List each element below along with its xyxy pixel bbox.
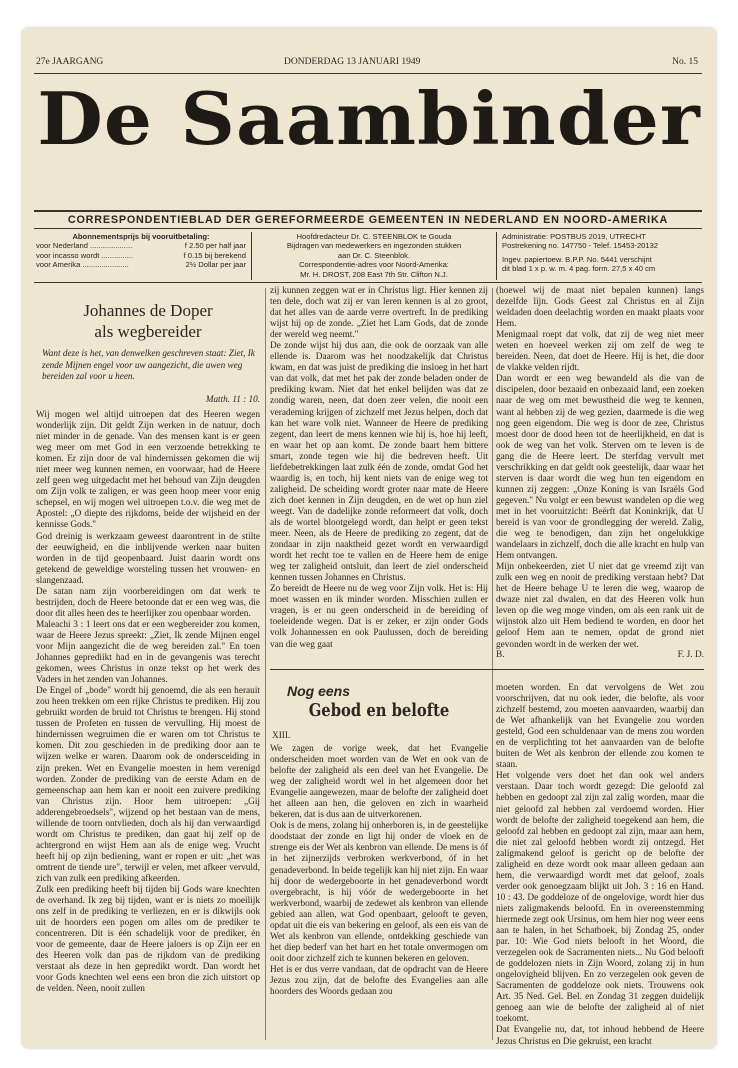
paragraph: zij kunnen zeggen wat er in Christus ligt. Hier kennen zij ten dele, doch wat zij er van leren kennen is al zo groot, dat het alles van de aarde verre overtreft. In de prediking wijst hij op de zonde. „Ziet het Lam Gods, dat de zonde der wereld weg neemt.": [270, 286, 488, 341]
editorial-line: Hoofdredacteur Dr. C. STEENBLOK te Gouda: [296, 232, 452, 241]
article-column-5: [496, 683, 704, 1047]
article-separator: [270, 669, 704, 670]
column-rule: [265, 288, 266, 1040]
admin-line: Ingev. papiertoew. B.P.P. No. 5441 verschijnt: [502, 254, 652, 264]
paragraph: Mijn onbekeerden, ziet U niet dat ge vreemd zijt van zulk een weg en nooit de prediking verstaan hebt? Dat het de Heere behage U te leren die weg, waarop de dwaze niet zal dwalen, en dat des Heeren volk hun leven op die weg moge vinden, om als een rank uit de wijnstok alzo uit Hem bediend te worden, en door het geloof Hem aan te nemen, opdat de grond niet gevonden wordt in de werken der wet.: [496, 562, 704, 650]
article-title-line: Johannes de Doper: [83, 301, 213, 320]
masthead-subtitle: CORRESPONDENTIEBLAD DER GEREFORMEERDE GEMEENTEN IN NEDERLAND EN NOORD-AMERIKA: [67, 214, 669, 226]
subscription-price: f 2.50 per half jaar: [184, 241, 246, 251]
signature-right: F. J. D.: [677, 650, 704, 660]
paragraph: Maleachi 3 : 1 leert ons dat er een wegbereider zou komen, waar de Heere Jezus spreekt: „Ziet, Ik zende Mijnen engel voor Mijn aangezicht die de weg bereiden zal." En toen Johannes geprediikt had en in de gevangenis was terecht gekomen, wees Christus in onze tekst op het werk des Vaders in het zenden van Johannes.: [36, 619, 260, 686]
info-divider: [496, 232, 497, 280]
paragraph: Dan wordt er een weg bewandeld als die van de discipelen, door bezaaid en onbezaaid land, een zoeken naar de weg om met bewustheid die weg te kennen, want al hebben zij de weg gezien, daarmede is die weg nog geen eigendom. Die weg is door de zee, Christus moest door de dood heen tot de heerlijkheid, en dat is ook de weg van het volk. Sterven om te leven is de gang die de Heere leert. De sterfdag vervult met verschrikking en dat geldt ook geestelijk, daar waar het sterven is daar wordt die weg hun ten eigendom en kunnen zij zeggen: „Onze Koning is van Israëls God gegeven." Nu volgt er een bewust wandelen op die weg met in het vooruitzicht: Beërft dat Koninkrijk, dat U bereid is van voor de grondlegging der wereld. Zalig, die weg te benodigen, dan zijn het ongelukkige wandelaars in zichzelf, doch die alle kracht en hulp van Hem ontvangen.: [496, 374, 704, 562]
newspaper-page: [22, 28, 716, 1048]
part-numeral: XIII.: [272, 731, 291, 741]
article-column-2: [270, 286, 488, 650]
paragraph: (hoewel wij de maat niet bepalen kunnen) langs dezelfde lijn. Gods Geest zal Christus en al Zijn weldaden doen deelachtig worden en maakt plaats voor Hem.: [496, 286, 704, 330]
paragraph: Zulk een prediking heeft bij tijden bij Gods ware knechten de overhand. Ik zeg bij tijden, want er is niets zo moeilijk ons zelf in de prediking te verliezen, en er is dikwijls ook uit de hoorders een pogen om alles om de prediker te concentreren. Dit is één schadelijk voor de prediker, én voor de gemeente, daar de Heere jaloers is op Zijn eer en des Heeren volk dan pas de rijkdom van de prediking verstaat als deze in hen gepredikt wordt. Dan wordt het voor Gods knechten wel eens een bron die zich uitstort op de velden. Neen, nooit zullen: [36, 885, 260, 995]
paragraph: Het is er dus verre vandaan, dat de opdracht van de Heere Jezus zou zijn, dat de belofte des Evangelies aan alle hoorders des Woords gedaan zou: [270, 964, 488, 998]
editorial-line: aan Dr. C. Steenblok.: [337, 250, 411, 260]
article-title: [36, 300, 260, 342]
editorial-line: Bijdragen van medewerkers en ingezonden stukken: [286, 241, 462, 251]
subscription-row: [36, 251, 246, 260]
info-divider: [251, 232, 252, 280]
subscription-price: f 0.15 bij berekend: [183, 250, 246, 260]
subscription-heading: Abonnementsprijs bij vooruitbetaling:: [72, 232, 210, 241]
top-rule: [34, 73, 702, 74]
subscription-label: voor Amerika ......................: [36, 260, 129, 270]
paragraph: moeten worden. En dat vervolgens de Wet zou voorschrijven, dat nu ook ieder, die belofte, als voor zichzelf bestemd, zou moeten aanvaarden, waarbij dan de Wet afhankelijk van het Evangelie zou worden gesteld, God een schuldenaar van de mens zou worden en de verplichting tot het aanvaarden van de belofte buiten de Wet als kenbron der ellende zou komen te staan.: [496, 683, 704, 771]
paragraph: God dreinig is werkzaam geweest daarontrent in de stilte der eeuwigheid, en die inblijvende werken naar buiten worden in de tijd geopenbaard. Juist daarin wordt ons getekend de geweldige worsteling tussen het vrouwen- en slangenzaad.: [36, 531, 260, 586]
paragraph: Dat Evangelie nu, dat, tot inhoud hebbend de Heere Jezus Christus en Die gekruist, een kracht: [496, 1025, 704, 1047]
paragraph: De Engel of „bode" wordt hij genoemd, die als een herauit zou heen trekken om een rijke Christus te prediken. Hij zou gebruikt worden de bruid tot Christus te brengen. Hij stond tussen de Profeten en tussen de vervulling. Hij moest de hindernissen wegruimen die er waren om tot Christus te komen. Dit zou geschieden in de prediking door aan te wijzen welke er waren. Daarom ook de ondersceiding in zijn preken. Wet en Evangelie moesten in hem verenigd worden. Zonder de prediking van de eerste Adam en de gemeenschap aan hem kan er nooit een zuivere prediking van Christus zijn. Hoor hem uitroepen: „Gij adderengebroedsels", wijzend op het bestaan van de mens, willende de toorn ontvlieden, doch als hij dan verwaardigd wordt om Christus te prediken, dan gaat hij zelf op de achtergrond en wijst Hem aan als de enige weg. Vrucht heeft hij op zijn bediening, want er ropen er uit: „het was omtrent de tiende ure", terwijl er velen, met afkeer vervuld, zich van zulk een prediking afkeerden.: [36, 686, 260, 884]
paragraph: De satan nam zijn voorbereidingen om dat werk te bestrijden, doch de Heere betoonde dat er een weg was, die door dit alles heen des te heerlijker zou openbaar worden.: [36, 586, 260, 619]
administration-box: [502, 232, 700, 280]
subscription-label: voor Nederland ....................: [36, 241, 133, 251]
editorial-line: Correspondentie-adres voor Noord-Amerika:: [299, 260, 449, 270]
scripture-quote: Want deze is het, van denwelken geschreven staat: Ziet, Ik zende Mijnen engel voor uw aangezicht, die uwen weg bereiden zal voor u heen.: [42, 348, 255, 381]
article-column-1: [36, 410, 260, 1040]
article-title: Gebod en belofte: [308, 700, 450, 721]
volume-label: 27e JAARGANG: [36, 57, 104, 67]
admin-line: dit blad 1 x p. w. m. 4 pag. form. 27,5 x 40 cm: [502, 264, 656, 274]
subscription-price: 2½ Dollar per jaar: [185, 260, 246, 270]
issue-number: No. 15: [672, 57, 698, 67]
subscription-label: voor incasso wordt ...............: [36, 250, 134, 260]
admin-line: Postrekening no. 147750 - Telef. 15453-20132: [502, 241, 659, 251]
paragraph: We zagen de vorige week, dat het Evangelie onderscheiden moet worden van de Wet en ook van de belofte der zaligheid als een deel van het Evangelie. De weg der zaligheid wordt wel in het algemeen door het Evangelie aangewezen, maar de belofte der zaligheid doet het alleen aan hen, die geloven en zich in waarheid bekeren, dat is dus aan de uitverkorenen.: [270, 744, 488, 821]
signature-left: B.: [496, 650, 505, 660]
issue-date: DONDERDAG 13 JANUARI 1949: [284, 57, 421, 67]
subscription-box: [36, 232, 246, 280]
info-rule-bottom: [34, 282, 702, 283]
subscription-row: [36, 260, 246, 269]
editorial-line: Mr. H. DROST, 208 East 7th Str. Clifton N.J.: [300, 269, 448, 279]
masthead-title: De Saambinder: [37, 76, 701, 161]
paragraph: Zo bereidt de Heere nu de weg voor Zijn volk. Het is: Hij moet wassen en ik minder worden. Misschien zullen er vragen, is er nu geen onderscheid in de bereiding of toeleidende wegen. Dat is er zeker, er zijn onder Gods volk Johannessen en ook Paulussen, doch de bereiding van die weg gaat: [270, 584, 488, 650]
info-rule-top: [34, 228, 702, 229]
article-column-4: [270, 744, 488, 1040]
editorial-box: [258, 232, 490, 280]
article-kicker: Nog eens: [287, 683, 351, 699]
subscription-row: [36, 241, 246, 250]
scripture-reference: Matth. 11 : 10.: [205, 394, 260, 404]
paragraph: Ook is de mens, zolang hij onherboren is, in de geestelijke doodstaat der zonde en ligt hij onder de vloek en de strenge eis der Wet als kenbron van ellende. De mens is óf in het zijnerzijds verbroken werkverbond, óf in het genadeverbond. In beide tegelijk kan hij niet zijn. En waar hij door de wedergeboorte in het genadeverbond wordt overgebracht, is hij vóór de wedergeboorte in het werkverbond, waarbij de zedewet als kenbron van ellende gebied aan allen, wat God openbaart, gelooft te geven, opdat uit die eis van bekering en geloof, als een eis van de Wet als kenbron van ellende, ontdekking geschiede van het diep bederf van het hart en het totale onvermogen om ooit door zichzelf zich te kunnen bekeren en geloven.: [270, 821, 488, 964]
masthead-rule: [34, 210, 702, 212]
column-rule: [492, 288, 493, 1040]
paragraph: Wij mogen wel altijd uitroepen dat des Heeren wegen wonderlijk zijn. Dit geldt Zijn werken in de natuur, doch niet minder in de genade. Van des mensen kant is er geen weg meer om met God in een verzoende betrekking te komen. Er zijn door de val hindernissen gekomen die wij niet meer weg kunnen nemen, en voorwaar, had de Heere zelf geen weg uitgedacht met het behoud van Zijn deugden om Zijn volk te zaligen, er was geen hoop meer voor enig schepsel, en wij mogen wel uitroepen t.o.v. die weg met de Apostel: „O diepte des rijkdoms, beide der wijsheid en der kennisse Gods.": [36, 410, 260, 531]
paragraph: Menigmaal roept dat volk, dat zij de weg niet meer weten en hoeveel werken zij om zelf de weg te bereiden. Neen, dat doet de Heere. Hij is het, die door de vlakke velden rijdt.: [496, 330, 704, 374]
admin-line: Administratie: POSTBUS 2019, UTRECHT: [502, 232, 646, 241]
paragraph: Het volgende vers doet het dan ook wel anders verstaan. Daar toch wordt gezegd: Die geloofd zal hebben en gedoopt zal zijn zal zalig worden, maar die niet geloofd zal hebben zal verdoemd worden. Hier wordt de belofte der zaligheid toegekend aan hem, die geloofd zal hebben en gedoopt zal zijn, maar aan hem, die niet zal geloofd hebben wordt zij ontzegd. Het zaligmakend geloof is gericht op de belofte der zaligheid en deze wordt ook maar alleen gedaan aan hem, die verwaardigd wordt met dat geloof, zoals verder ook genoegzaam blijkt uit Joh. 3 : 16 en Hand. 10 : 43. De goddeloze of de ongelovige, wordt hier dus niets zaligmakends beloofd. En in overeenstemming hiermede zegt ook Ursinus, om hem hier nog weer eens aan te halen, in het Schatboek, bij Zondag 25, onder par. 10: Wie God niets belooft in het Woord, die verzegelen ook de Sacramenten niets... Nu God belooft de goddelozen niets in Zijn Woord, zolang zij in hun ongelovigheid blijven. En zo verzegelen ook geven de Sacramenten de goddeloze ook niets. Trouwens ook Art. 35 Ned. Gel. Bel. en Zondag 31 zeggen duidelijk genoeg aan wie de belofte der zaligheid al of niet toekomt.: [496, 771, 704, 1025]
article-title-line: als wegbereider: [94, 322, 202, 341]
article-column-3: [496, 286, 704, 650]
paragraph: De zonde wijst hij dus aan, die ook de oorzaak van alle ellende is. Daarom was het noodzakelijk dat Christus kwam, en dat was juist de prediking die insloeg in het hart van dat volk, dat met het pak der zonde beladen onder de prediking kwam. Niet dat het enkel belijden was dat ze zondig waren, neen, dat doen zeer velen, die nooit een verademing krijgen of zichzelf met Jezus helpen, doch dat kan het ware volk niet. Wanneer de Heere de prediking zegent, dan leert de mens kennen wie hij is, hoe hij leeft, en waar het op aan komt. De zonde baart hem bittere smart, zonde tegen wie hij die bedreven heeft. Uit liefdebetrekkingen laat zulk één de zonde, omdat God het waardig is, en toch, hij kent niets van de enige weg tot zaligheid. De scheiding wordt groter naar mate de Heere zich doet kennen in Zijn deugden, en de wet op hun ziel weegt. Van de dadelijke zonde reformeert dat volk, doch als de wortel blootgelegd wordt, dan helpt er geen tekst meer. Neen, als de Heere de prediking zo zegent, dat de zondaar in zijn naaktheid gezet wordt en verwaardigd wordt het recht toe te vallen en de Heere hem de enige weg ter zaligheid ontsluit, dan leert de ziel onderscheid kennen tussen Johannes en Christus.: [270, 341, 488, 584]
dateline: [36, 57, 698, 69]
